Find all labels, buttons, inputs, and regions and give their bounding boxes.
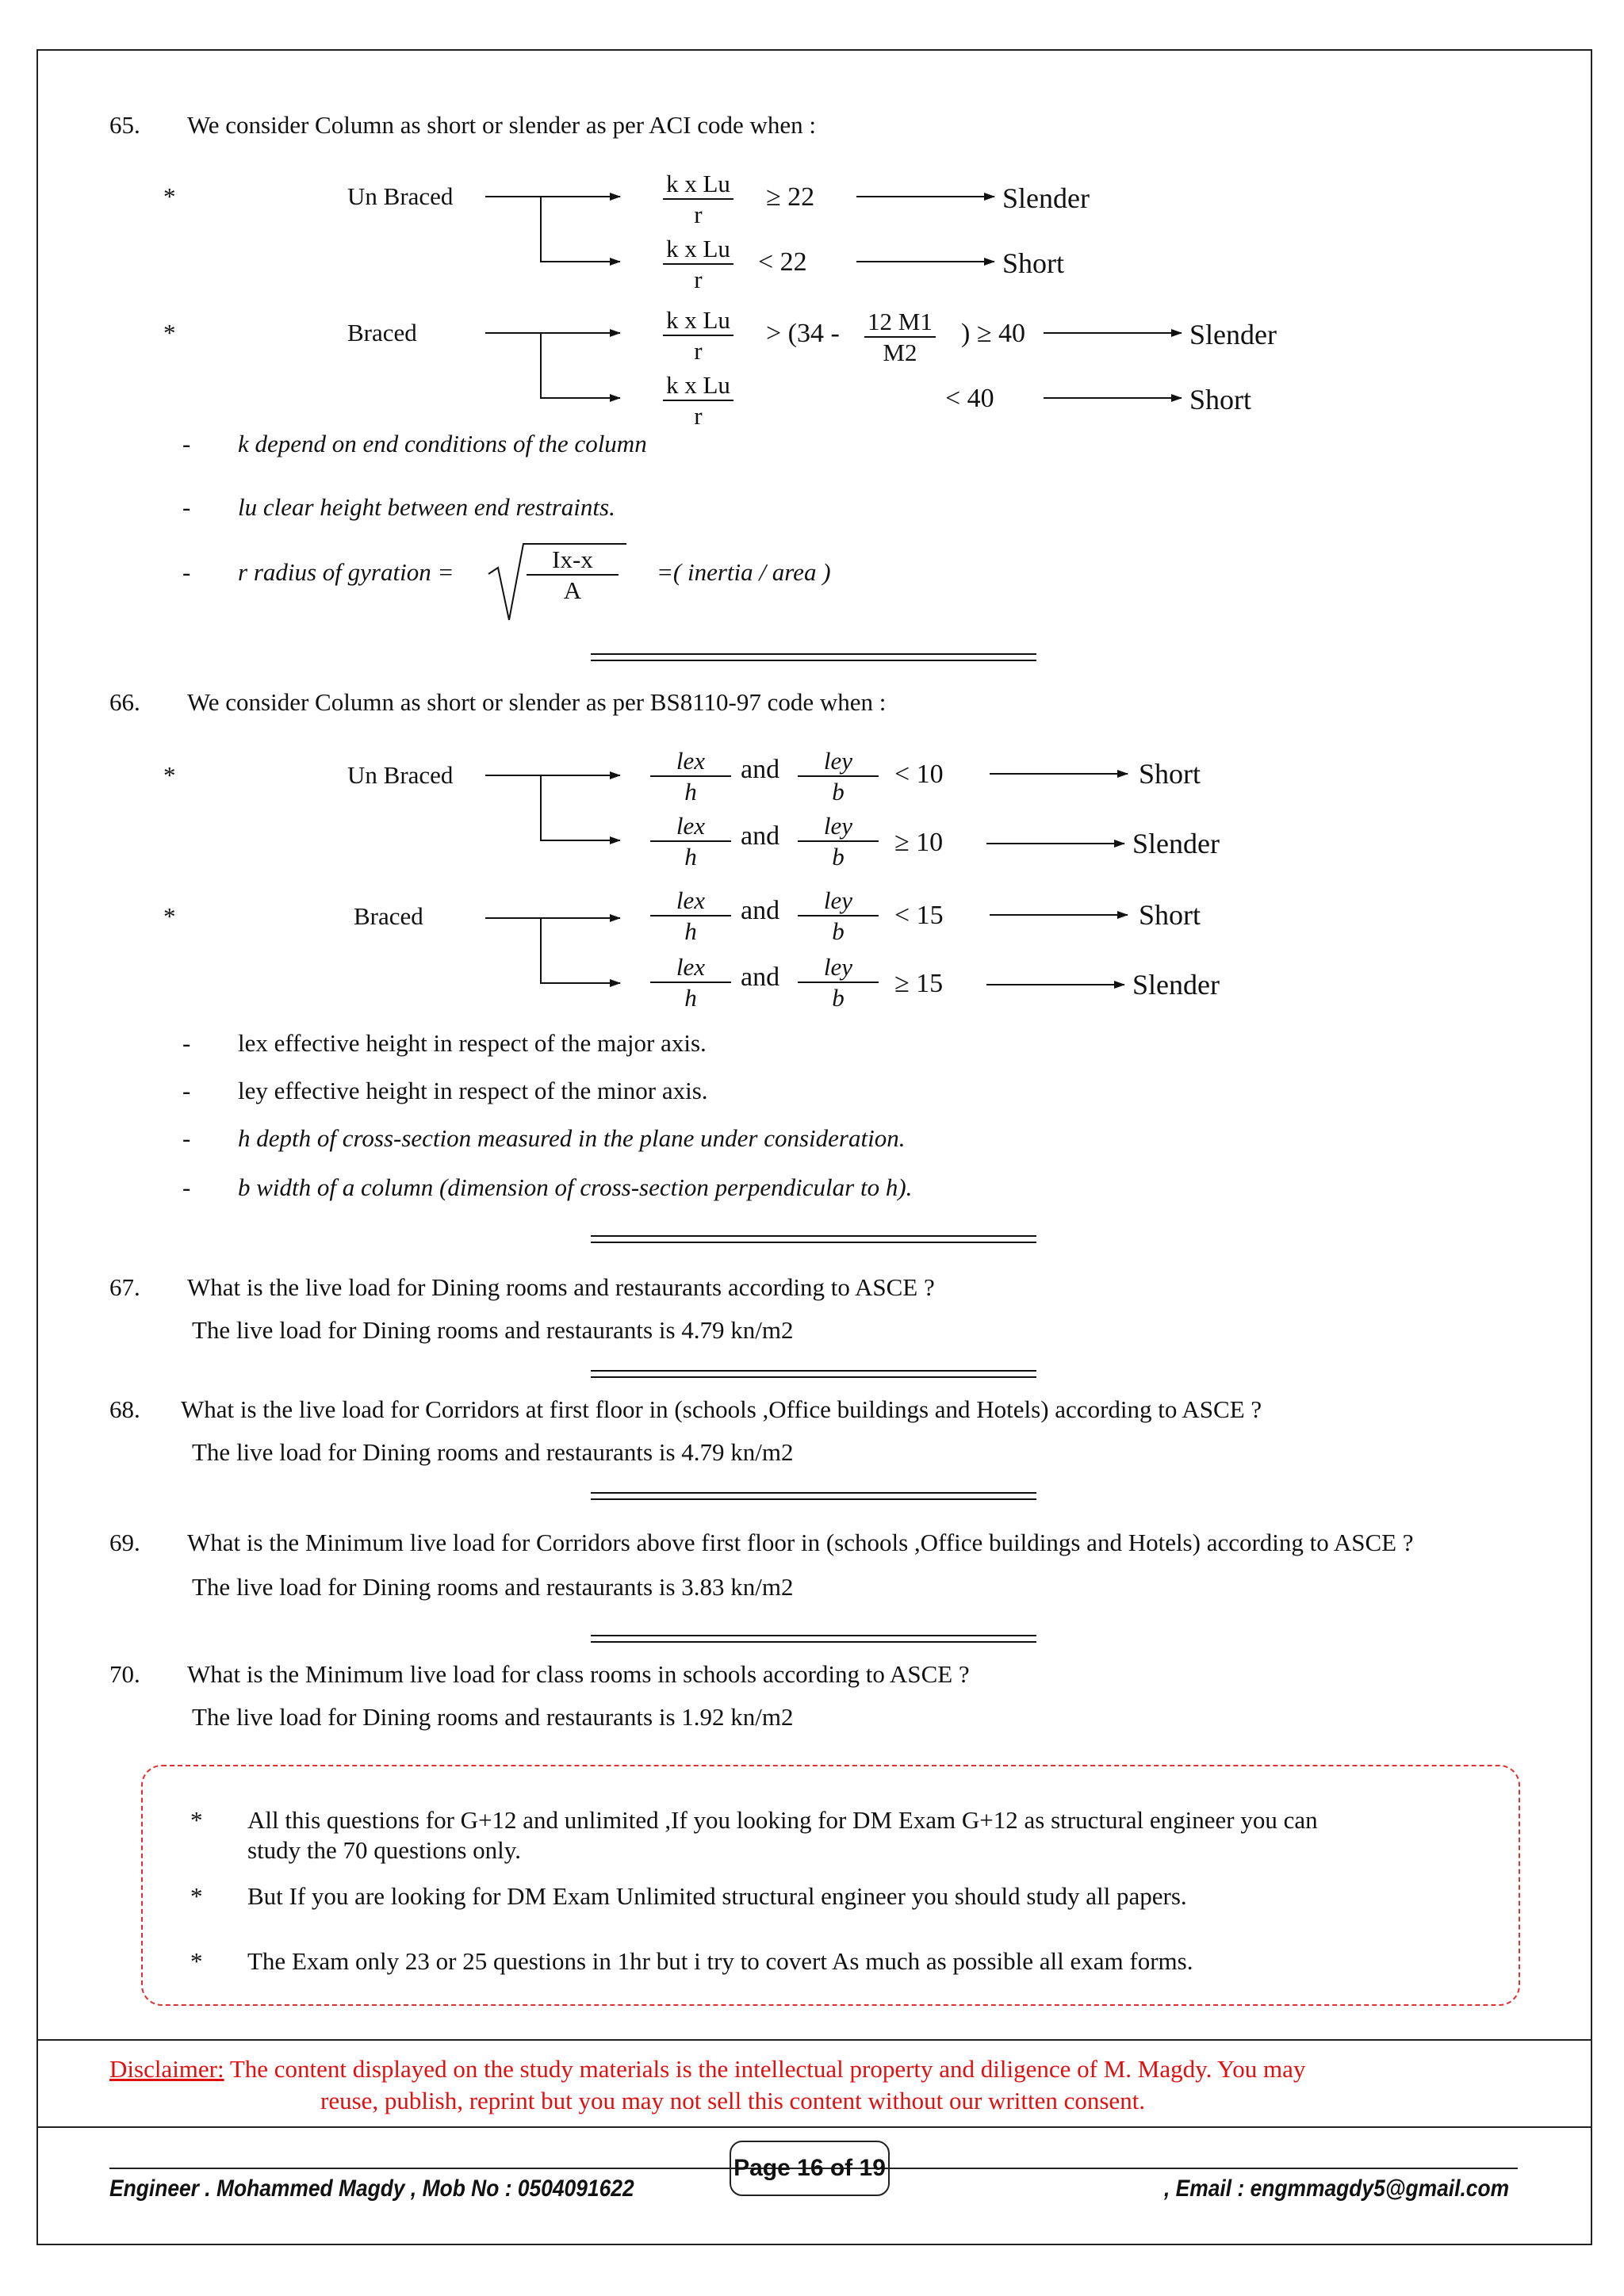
dash: -	[182, 493, 191, 521]
q66-lex-fraction	[650, 888, 731, 943]
q65-moment-ratio	[864, 309, 936, 365]
q66-note-lex: lex effective height in respect of the major axis.	[238, 1029, 707, 1057]
page-number: Page 16 of 19	[733, 2155, 886, 2181]
bullet: *	[163, 902, 176, 930]
disclaimer-line-1	[109, 2057, 1305, 2081]
fraction-numerator: ley	[798, 955, 879, 983]
bullet: *	[163, 182, 176, 210]
q66-number: 66.	[109, 688, 140, 716]
fraction-numerator: k x Lu	[663, 171, 733, 200]
q66-condition-3: < 15	[894, 901, 944, 930]
fraction-numerator: k x Lu	[663, 308, 733, 336]
q68-number: 68.	[109, 1395, 140, 1423]
q66-result-short: Short	[1139, 899, 1201, 931]
fraction-numerator: Ix-x	[527, 547, 619, 576]
section-separator	[591, 1370, 1036, 1378]
fraction-denominator: b	[832, 843, 845, 871]
q65-note-lu: lu clear height between end restraints.	[238, 493, 615, 521]
q66-question: We consider Column as short or slender as per BS8110-97 code when :	[187, 688, 887, 716]
q65-result-short: Short	[1189, 384, 1252, 415]
disclaimer-label: Disclaimer:	[109, 2055, 224, 2083]
q65-fraction	[663, 373, 733, 428]
q66-condition-1: < 10	[894, 760, 944, 789]
q66-lex-fraction	[650, 955, 731, 1010]
section-separator	[591, 1635, 1036, 1643]
q66-note-b: b width of a column (dimension of cross-section perpendicular to h).	[238, 1173, 913, 1201]
q66-lex-fraction	[650, 813, 731, 869]
q65-condition-2: < 22	[758, 247, 807, 277]
notice-item-1-line-2: study the 70 questions only.	[247, 1836, 522, 1864]
q65-note-r: r radius of gyration =	[238, 558, 454, 586]
disclaimer-line-2: reuse, publish, reprint but you may not sell this content without our written consent.	[320, 2087, 1146, 2114]
fraction-denominator: r	[694, 402, 703, 430]
q65-result-short: Short	[1002, 247, 1065, 279]
q65-result-slender: Slender	[1002, 182, 1090, 214]
dash: -	[182, 430, 191, 457]
q66-condition-2: ≥ 10	[894, 828, 944, 857]
q65-note-k: k depend on end conditions of the column	[238, 430, 647, 457]
fraction-denominator: h	[684, 778, 697, 806]
q65-fraction	[663, 236, 733, 292]
q66-note-h: h depth of cross-section measured in the plane under consideration.	[238, 1124, 906, 1152]
q66-condition-4: ≥ 15	[894, 969, 944, 998]
q65-question: We consider Column as short or slender as per ACI code when :	[187, 111, 816, 139]
bullet: *	[190, 1947, 203, 1975]
q66-ley-fraction	[798, 888, 879, 943]
fraction-numerator: ley	[798, 748, 879, 777]
q65-braced-label: Braced	[347, 319, 417, 346]
footer-author: Engineer . Mohammed Magdy , Mob No : 0504091622	[109, 2175, 634, 2202]
and-label: and	[741, 962, 780, 992]
fraction-denominator: r	[694, 266, 703, 293]
and-label: and	[741, 896, 780, 925]
fraction-numerator: ley	[798, 813, 879, 842]
bullet: *	[190, 1882, 203, 1910]
section-separator	[591, 653, 1036, 661]
bullet: *	[163, 319, 176, 346]
q66-result-short: Short	[1139, 758, 1201, 790]
fraction-numerator: lex	[650, 748, 731, 777]
q66-ley-fraction	[798, 955, 879, 1010]
q66-result-slender: Slender	[1132, 828, 1220, 859]
q66-ley-fraction	[798, 748, 879, 804]
fraction-denominator: h	[684, 843, 697, 871]
fraction-numerator: lex	[650, 955, 731, 983]
and-label: and	[741, 755, 780, 784]
q66-unbraced-label: Un Braced	[347, 761, 454, 789]
dash: -	[182, 1173, 191, 1201]
q69-number: 69.	[109, 1529, 140, 1556]
q65-fraction	[663, 171, 733, 227]
dash: -	[182, 1029, 191, 1057]
q67-number: 67.	[109, 1273, 140, 1301]
q65-condition-3-prefix: > (34 -	[766, 319, 840, 348]
footer-email: , Email : engmmagdy5@gmail.com	[1164, 2175, 1510, 2202]
fraction-numerator: 12 M1	[864, 309, 936, 338]
q70-number: 70.	[109, 1660, 140, 1688]
q70-answer: The live load for Dining rooms and restaurants is 1.92 kn/m2	[192, 1703, 794, 1731]
q66-note-ley: ley effective height in respect of the minor axis.	[238, 1077, 708, 1104]
q66-braced-label: Braced	[354, 902, 423, 930]
fraction-numerator: ley	[798, 888, 879, 916]
disclaimer-top-rule	[36, 2039, 1592, 2041]
q69-answer: The live load for Dining rooms and restaurants is 3.83 kn/m2	[192, 1573, 794, 1601]
q65-unbraced-label: Un Braced	[347, 182, 454, 210]
bullet: *	[190, 1806, 203, 1834]
q65-result-slender: Slender	[1189, 319, 1277, 350]
fraction-denominator: A	[563, 576, 582, 604]
q68-answer: The live load for Dining rooms and restaurants is 4.79 kn/m2	[192, 1438, 794, 1466]
q65-condition-1: ≥ 22	[766, 182, 815, 212]
fraction-denominator: b	[832, 778, 845, 806]
fraction-denominator: r	[694, 337, 703, 365]
fraction-numerator: k x Lu	[663, 236, 733, 265]
q66-result-slender: Slender	[1132, 969, 1220, 1001]
dash: -	[182, 558, 191, 586]
fraction-denominator: b	[832, 917, 845, 945]
q65-number: 65.	[109, 111, 140, 139]
notice-item-3: The Exam only 23 or 25 questions in 1hr but i try to covert As much as possible all exam forms.	[247, 1947, 1193, 1975]
section-separator	[591, 1492, 1036, 1500]
notice-item-2: But If you are looking for DM Exam Unlimited structural engineer you should study all papers.	[247, 1882, 1187, 1910]
q66-lex-fraction	[650, 748, 731, 804]
dash: -	[182, 1077, 191, 1104]
disclaimer-text-1: The content displayed on the study materials is the intellectual property and diligence of M. Magdy. You may	[224, 2055, 1306, 2083]
disclaimer-bottom-rule	[36, 2126, 1592, 2128]
q69-question: What is the Minimum live load for Corridors above first floor in (schools ,Office buildings and Hotels) according to ASCE ?	[187, 1529, 1414, 1556]
q67-answer: The live load for Dining rooms and restaurants is 4.79 kn/m2	[192, 1316, 794, 1344]
q65-condition-3-suffix: ) ≥ 40	[961, 319, 1025, 348]
q66-ley-fraction	[798, 813, 879, 869]
q68-question: What is the live load for Corridors at first floor in (schools ,Office buildings and Hotels) according to ASCE ?	[181, 1395, 1262, 1423]
q65-note-r-tail: =( inertia / area )	[657, 558, 831, 586]
fraction-denominator: M2	[883, 339, 917, 366]
fraction-numerator: lex	[650, 813, 731, 842]
q67-question: What is the live load for Dining rooms and restaurants according to ASCE ?	[187, 1273, 935, 1301]
fraction-denominator: h	[684, 917, 697, 945]
q65-fraction	[663, 308, 733, 363]
notice-item-1-line-1: All this questions for G+12 and unlimited ,If you looking for DM Exam G+12 as structural engineer you can	[247, 1806, 1318, 1834]
fraction-numerator: lex	[650, 888, 731, 916]
fraction-denominator: b	[832, 984, 845, 1012]
and-label: and	[741, 821, 780, 851]
fraction-denominator: r	[694, 201, 703, 228]
fraction-denominator: h	[684, 984, 697, 1012]
fraction-numerator: k x Lu	[663, 373, 733, 401]
q65-radius-fraction	[527, 547, 619, 603]
page-number-badge	[730, 2141, 890, 2196]
bullet: *	[163, 761, 176, 789]
q65-condition-4: < 40	[945, 384, 994, 413]
dash: -	[182, 1124, 191, 1152]
section-separator	[591, 1235, 1036, 1243]
q70-question: What is the Minimum live load for class rooms in schools according to ASCE ?	[187, 1660, 970, 1688]
